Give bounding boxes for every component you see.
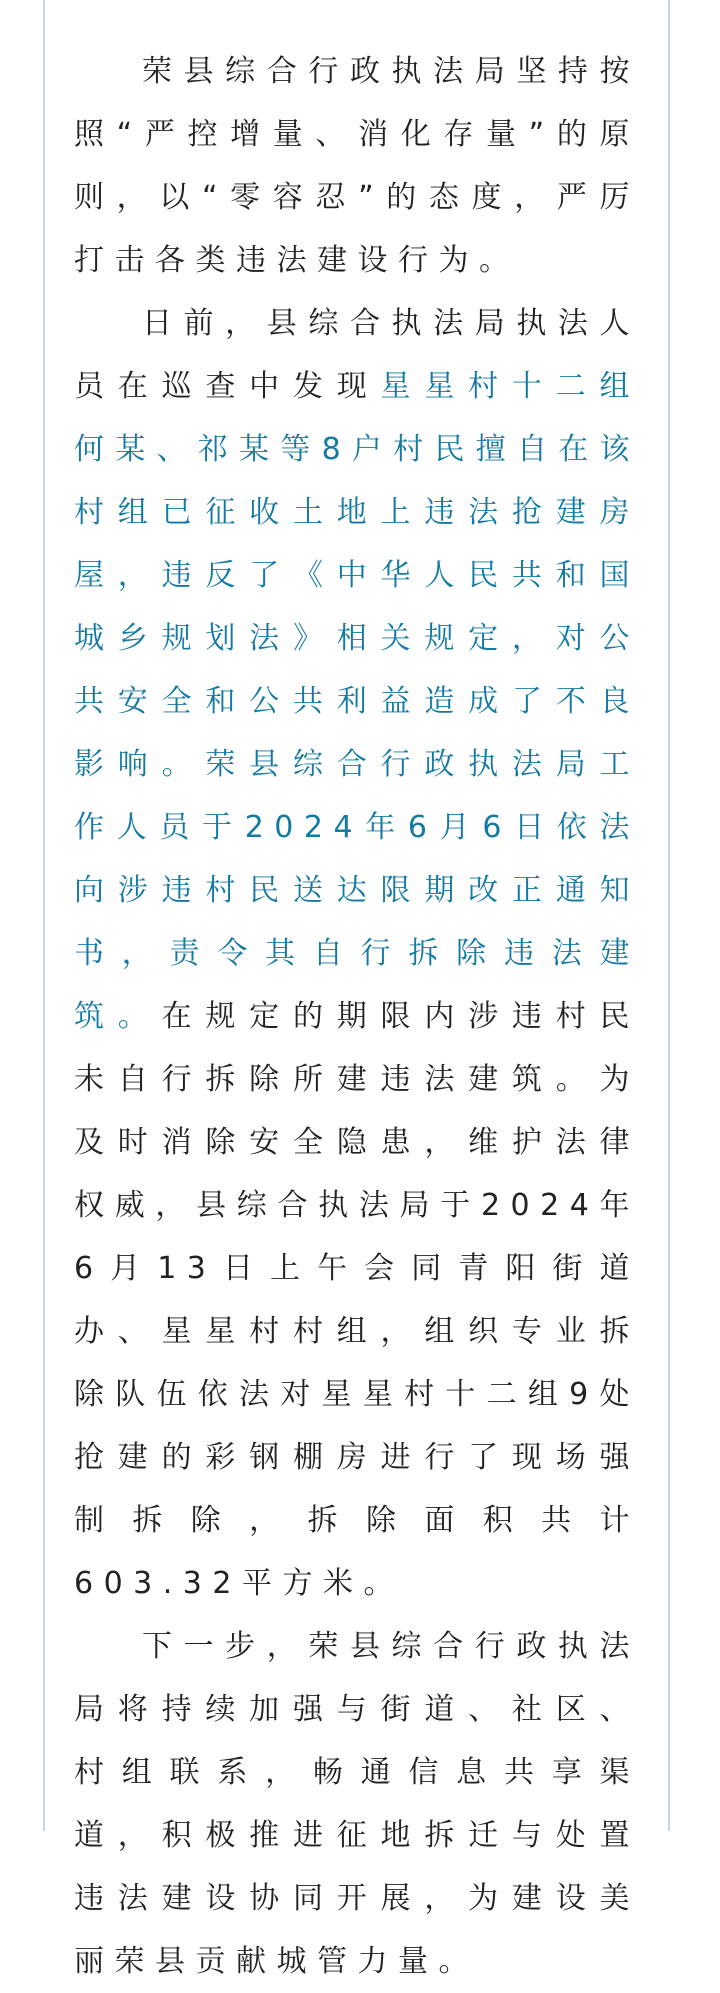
right-frame-border <box>668 0 670 1831</box>
highlighted-violation-text: 星星村十二组何某、祁某等8户村民擅自在该村组已征收土地上违法抢建房屋，违反了《中华人民共和国城乡规划法》相关规定，对公共安全和公共利益造成了不良影响。荣县综合行政执法局工作人员于2024年6月6日依法向涉违村民送达限期改正通知书，责令其自行拆除违法建筑。 <box>74 369 641 1034</box>
enforcement-lead-text: 日前，县综合执法局执法人员在巡查中发现 <box>74 306 640 404</box>
intro-text: 荣县综合行政执法局坚持按照“严控增量、消化存量”的原则，以“零容忍”的态度，严厉打击各类违法建设行为。 <box>74 54 640 278</box>
paragraph-next-steps <box>74 1615 640 1993</box>
next-steps-text: 下一步，荣县综合行政执法局将持续加强与街道、社区、村组联系，畅通信息共享渠道，积极推进征地拆迁与处置违法建设协同开展，为建设美丽荣县贡献城管力量。 <box>74 1629 640 1979</box>
paragraph-intro <box>74 40 640 292</box>
article-body <box>74 40 640 1993</box>
paragraph-enforcement <box>74 292 640 1615</box>
left-frame-border <box>43 0 45 1831</box>
enforcement-demolition-text: 在规定的期限内涉违村民未自行拆除所建违法建筑。为及时消除安全隐患，维护法律权威，县综合执法局于2024年6月13日上午会同青阳街道办、星星村村组，组织专业拆除队伍依法对星星村十二组9处抢建的彩钢棚房进行了现场强制拆除，拆除面积共计603.32平方米。 <box>74 999 641 1601</box>
